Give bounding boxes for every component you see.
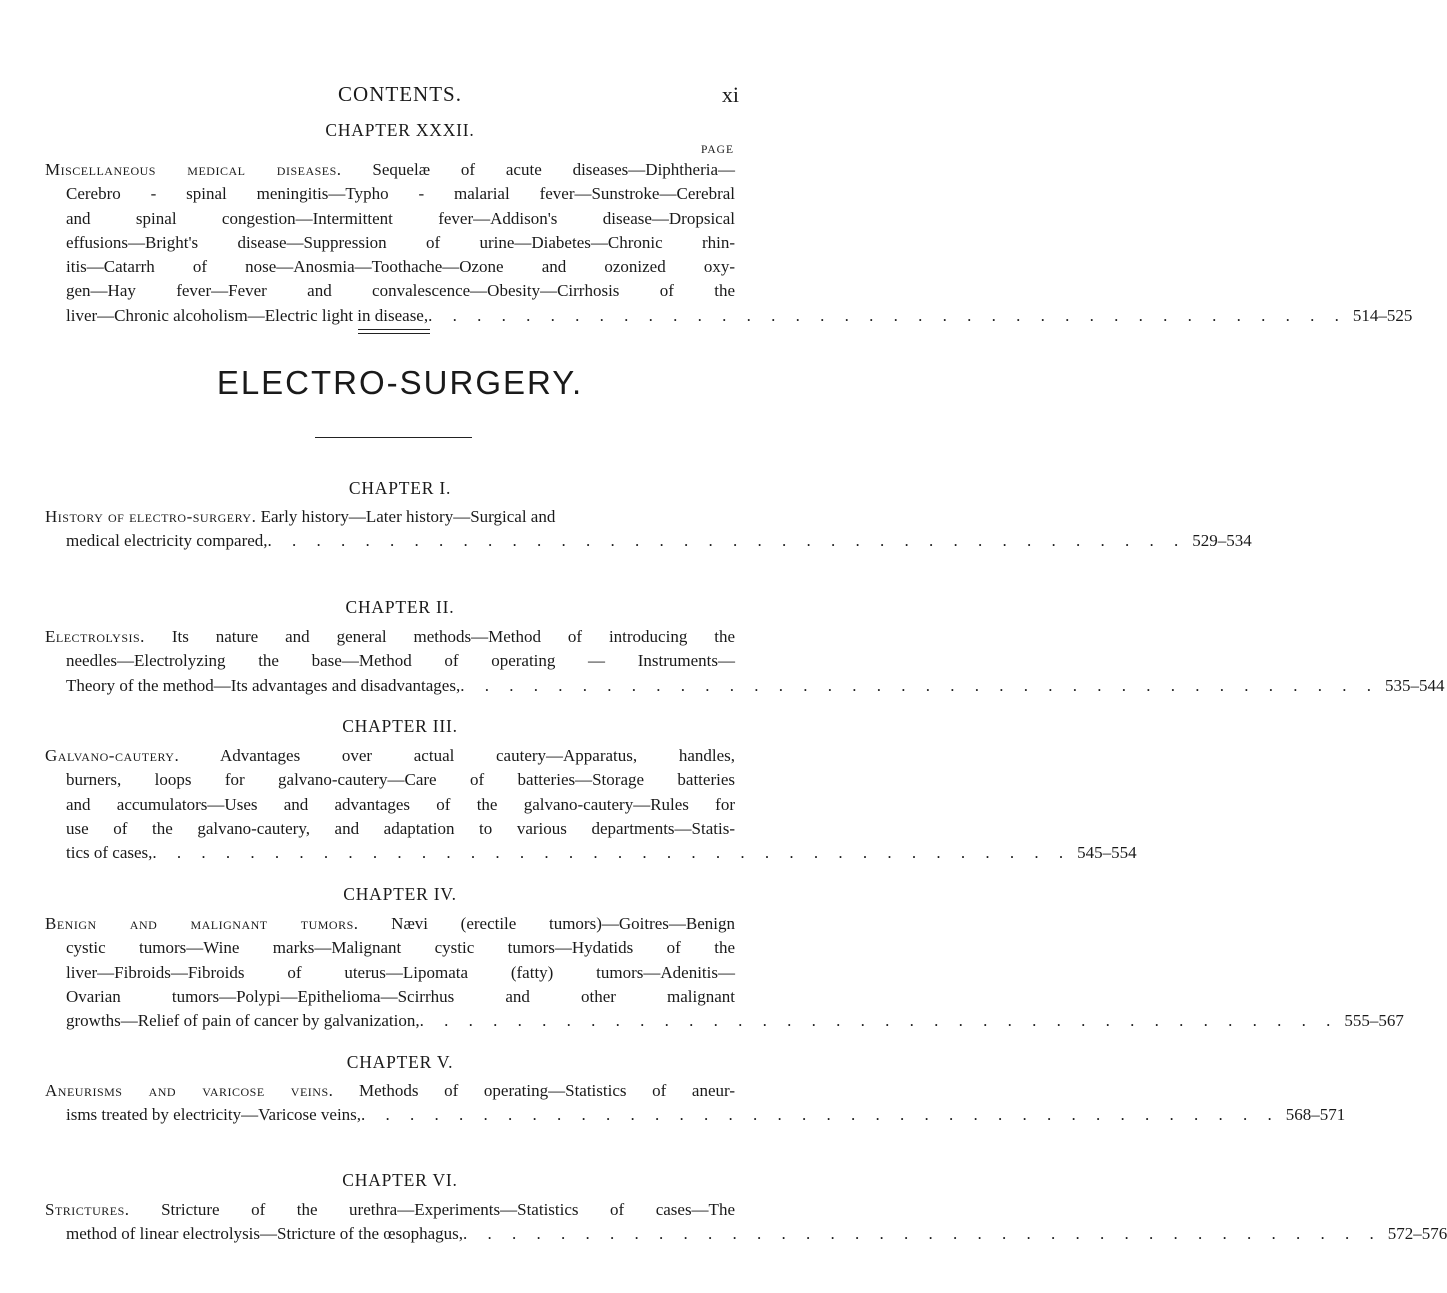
- chapter-heading: CHAPTER XXXII.: [325, 120, 475, 140]
- entry-line: liver—Fibroids—Fibroids of uterus—Lipomata (fatty) tumors—Adenitis—: [66, 962, 735, 982]
- entry-line: [45, 304, 1413, 328]
- entry-line: gen—Hay fever—Fever and convalescence—Obesity—Cirrhosis of the: [66, 281, 735, 301]
- entry-text: growths—Relief of pain of cancer by galvanization,: [66, 1011, 420, 1031]
- toc-entry: [45, 505, 1252, 554]
- entry-text: medical electricity compared,: [66, 531, 268, 551]
- chapter-heading: CHAPTER III.: [342, 716, 458, 736]
- page-range: 568–571: [1285, 1105, 1346, 1125]
- entry-lead: Benign and malignant tumors.: [45, 914, 359, 933]
- page-range: 572–576: [1387, 1224, 1447, 1244]
- entry-line: Cerebro - spinal meningitis—Typho - malarial fever—Sunstroke—Cerebral: [66, 184, 735, 204]
- entry-line: [45, 1222, 1447, 1246]
- toc-entry: [45, 625, 1445, 698]
- entry-line: and spinal congestion—Intermittent fever—Addison's disease—Dropsical: [66, 208, 735, 228]
- entry-line: [45, 1198, 735, 1222]
- entry-line: and accumulators—Uses and advantages of the galvano-cautery—Rules for: [66, 794, 735, 814]
- divider-rule: [315, 437, 472, 438]
- dot-leader: . . . . . . . . . . . . . . . . . . . . . . . . . . . . . . . . . . . . . .: [463, 1224, 1382, 1244]
- entry-line: [45, 674, 1445, 698]
- entry-line: [45, 912, 735, 936]
- entry-line: Ovarian tumors—Polypi—Epithelioma—Scirrhus and other malignant: [66, 986, 735, 1006]
- entry-text: liver—Chronic alcoholism—Electric light in disease,: [66, 305, 429, 325]
- dot-leader: . . . . . . . . . . . . . . . . . . . . . . . . . . . . . . . . . . . . . .: [152, 843, 1072, 863]
- entry-text: Sequelæ of acute diseases—Diphtheria—: [372, 160, 735, 179]
- entry-text: Early history—Later history—Surgical and: [260, 507, 556, 526]
- entry-line: burners, loops for galvano-cautery—Care of batteries—Storage batteries: [66, 770, 735, 790]
- chapter-heading: CHAPTER II.: [345, 597, 455, 617]
- divider-rule: [358, 333, 430, 334]
- entry-line: [45, 158, 735, 182]
- entry-line: cystic tumors—Wine marks—Malignant cystic tumors—Hydatids of the: [66, 938, 735, 958]
- entry-text: Nævi (erectile tumors)—Goitres—Benign: [391, 914, 736, 933]
- entry-line: effusions—Bright's disease—Suppression of urine—Diabetes—Chronic rhin-: [66, 232, 735, 252]
- entry-text: Theory of the method—Its advantages and disadvantages,: [66, 675, 461, 695]
- entry-line: [45, 1103, 1346, 1127]
- chapter-heading: CHAPTER VI.: [342, 1170, 458, 1190]
- dot-leader: . . . . . . . . . . . . . . . . . . . . . . . . . . . . . . . . . . . . . .: [419, 1011, 1339, 1031]
- entry-lead: Strictures.: [45, 1200, 130, 1219]
- page-number: xi: [721, 82, 739, 107]
- page-range: 545–554: [1077, 843, 1137, 863]
- entry-text: Advantages over actual cautery—Apparatus, handles,: [219, 746, 735, 765]
- running-title: CONTENTS.: [338, 82, 462, 106]
- toc-entry: [45, 1198, 1447, 1247]
- entry-text: Stricture of the urethra—Experiments—Statistics of cases—The: [161, 1200, 735, 1219]
- divider-rule: [358, 329, 430, 330]
- entry-text: tics of cases,: [66, 843, 153, 863]
- entry-text: method of linear electrolysis—Stricture of the œsophagus,: [66, 1224, 464, 1244]
- dot-leader: . . . . . . . . . . . . . . . . . . . . . . . . . . . . . . . . . . . . . .: [428, 305, 1347, 325]
- entry-lead: History of electro-surgery.: [45, 507, 257, 526]
- entry-text: isms treated by electricity—Varicose veins,: [66, 1105, 362, 1125]
- dot-leader: . . . . . . . . . . . . . . . . . . . . . . . . . . . . . . . . . . . . . .: [460, 675, 1379, 695]
- chapter-heading: CHAPTER V.: [346, 1052, 454, 1072]
- running-head: [0, 82, 800, 112]
- entry-line: [45, 505, 735, 529]
- section-title: ELECTRO-SURGERY.: [216, 364, 584, 401]
- toc-entry: [45, 158, 1413, 328]
- chapter-heading: CHAPTER IV.: [343, 884, 457, 904]
- toc-entry: [45, 912, 1404, 1033]
- toc-entry: [45, 1079, 1346, 1128]
- entry-line: [45, 1079, 735, 1103]
- entry-line: use of the galvano-cautery, and adaptation to various departments—Statis-: [66, 818, 735, 838]
- entry-lead: Galvano-cautery.: [45, 746, 180, 765]
- page-range: 529–534: [1192, 531, 1252, 551]
- dot-leader: . . . . . . . . . . . . . . . . . . . . . . . . . . . . . . . . . . . . . .: [267, 531, 1187, 551]
- entry-line: [45, 841, 1137, 865]
- page-range: 535–544: [1384, 675, 1445, 695]
- entry-line: needles—Electrolyzing the base—Method of operating — Instruments—: [66, 651, 735, 671]
- entry-text: Methods of operating—Statistics of aneur-: [359, 1081, 735, 1100]
- chapter-heading: CHAPTER I.: [348, 478, 452, 498]
- entry-line: itis—Catarrh of nose—Anosmia—Toothache—Ozone and ozonized oxy-: [66, 257, 735, 277]
- page-range: 555–567: [1344, 1011, 1404, 1031]
- entry-text: Its nature and general methods—Method of introducing the: [171, 627, 735, 646]
- entry-line: [45, 625, 735, 649]
- entry-line: [45, 529, 1252, 553]
- entry-lead: Electrolysis.: [45, 627, 145, 646]
- entry-lead: Miscellaneous medical diseases.: [45, 160, 342, 179]
- entry-line: [45, 1009, 1404, 1033]
- page-range: 514–525: [1352, 305, 1413, 325]
- page-column-label: PAGE: [701, 144, 734, 156]
- entry-line: [45, 744, 735, 768]
- toc-entry: [45, 744, 1137, 865]
- entry-lead: Aneurisms and varicose veins.: [45, 1081, 334, 1100]
- dot-leader: . . . . . . . . . . . . . . . . . . . . . . . . . . . . . . . . . . . . . .: [361, 1105, 1280, 1125]
